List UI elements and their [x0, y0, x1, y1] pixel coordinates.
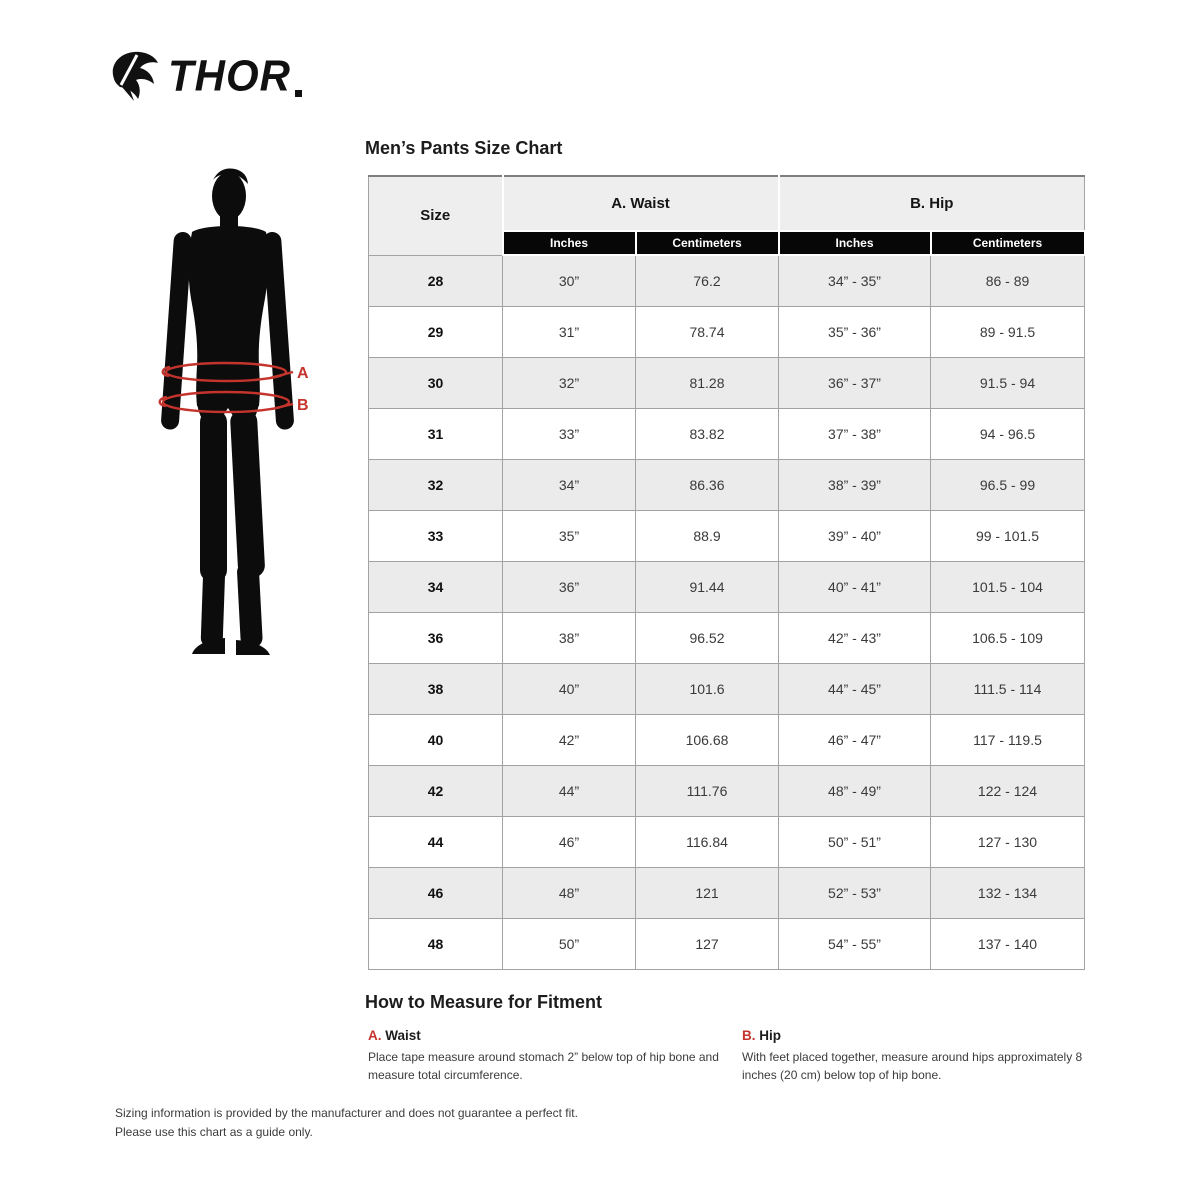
waist-centimeters-cell: 121 — [636, 868, 779, 919]
size-cell: 44 — [369, 817, 503, 868]
how-to-waist-title — [368, 1028, 726, 1043]
subheader-hip-inches: Inches — [779, 231, 931, 255]
hip-centimeters-cell: 132 - 134 — [931, 868, 1085, 919]
waist-centimeters-cell: 127 — [636, 919, 779, 970]
size-cell: 36 — [369, 613, 503, 664]
waist-inches-cell: 46” — [503, 817, 636, 868]
size-cell: 42 — [369, 766, 503, 817]
waist-centimeters-cell: 88.9 — [636, 511, 779, 562]
hip-centimeters-cell: 99 - 101.5 — [931, 511, 1085, 562]
disclaimer-line2: Please use this chart as a guide only. — [115, 1124, 313, 1139]
waist-centimeters-cell: 78.74 — [636, 307, 779, 358]
size-cell: 40 — [369, 715, 503, 766]
how-to-hip-title — [742, 1028, 1094, 1043]
male-silhouette-figure — [140, 166, 315, 658]
waist-inches-cell: 31” — [503, 307, 636, 358]
table-row — [369, 664, 1085, 715]
hip-inches-cell: 34” - 35” — [779, 255, 931, 307]
size-cell: 34 — [369, 562, 503, 613]
waist-inches-cell: 36” — [503, 562, 636, 613]
size-cell: 48 — [369, 919, 503, 970]
hip-label-b: B — [297, 397, 309, 414]
waist-inches-cell: 35” — [503, 511, 636, 562]
waist-inches-cell: 38” — [503, 613, 636, 664]
waist-key-label: A. — [368, 1028, 382, 1043]
hip-inches-cell: 42” - 43” — [779, 613, 931, 664]
table-row — [369, 409, 1085, 460]
table-row — [369, 307, 1085, 358]
how-to-waist-section — [368, 1028, 726, 1084]
hip-inches-cell: 48” - 49” — [779, 766, 931, 817]
size-cell: 31 — [369, 409, 503, 460]
table-row — [369, 766, 1085, 817]
hip-centimeters-cell: 91.5 - 94 — [931, 358, 1085, 409]
waist-centimeters-cell: 86.36 — [636, 460, 779, 511]
page-title: Men’s Pants Size Chart — [365, 138, 563, 158]
hip-inches-cell: 36” - 37” — [779, 358, 931, 409]
hip-inches-cell: 46” - 47” — [779, 715, 931, 766]
hip-inches-cell: 38” - 39” — [779, 460, 931, 511]
hip-centimeters-cell: 94 - 96.5 — [931, 409, 1085, 460]
hip-name-label: Hip — [759, 1028, 782, 1043]
size-cell: 46 — [369, 868, 503, 919]
size-cell: 29 — [369, 307, 503, 358]
hip-centimeters-cell: 122 - 124 — [931, 766, 1085, 817]
disclaimer — [115, 1104, 578, 1141]
hip-inches-cell: 40” - 41” — [779, 562, 931, 613]
hip-centimeters-cell: 96.5 - 99 — [931, 460, 1085, 511]
hip-inches-cell: 44” - 45” — [779, 664, 931, 715]
table-row — [369, 460, 1085, 511]
column-header-size: Size — [369, 176, 503, 255]
table-row — [369, 562, 1085, 613]
hip-inches-cell: 35” - 36” — [779, 307, 931, 358]
table-row — [369, 613, 1085, 664]
hip-inches-cell: 50” - 51” — [779, 817, 931, 868]
column-header-waist: A. Waist — [503, 176, 779, 231]
size-cell: 30 — [369, 358, 503, 409]
thor-logo-text: THOR — [168, 51, 291, 100]
table-row — [369, 919, 1085, 970]
how-to-hip-section — [742, 1028, 1094, 1084]
waist-centimeters-cell: 83.82 — [636, 409, 779, 460]
waist-centimeters-cell: 111.76 — [636, 766, 779, 817]
how-to-measure-heading: How to Measure for Fitment — [365, 992, 603, 1012]
hip-centimeters-cell: 137 - 140 — [931, 919, 1085, 970]
subheader-waist-inches: Inches — [503, 231, 636, 255]
goat-head-icon — [110, 48, 162, 104]
waist-inches-cell: 34” — [503, 460, 636, 511]
size-cell: 28 — [369, 255, 503, 307]
waist-inches-cell: 30” — [503, 255, 636, 307]
hip-centimeters-cell: 117 - 119.5 — [931, 715, 1085, 766]
table-row — [369, 817, 1085, 868]
hip-centimeters-cell: 101.5 - 104 — [931, 562, 1085, 613]
hip-centimeters-cell: 111.5 - 114 — [931, 664, 1085, 715]
hip-centimeters-cell: 86 - 89 — [931, 255, 1085, 307]
how-to-waist-text: Place tape measure around stomach 2” below top of hip bone and measure total circumference. — [368, 1050, 719, 1082]
table-row — [369, 715, 1085, 766]
hip-centimeters-cell: 89 - 91.5 — [931, 307, 1085, 358]
waist-centimeters-cell: 101.6 — [636, 664, 779, 715]
waist-label-a: A — [297, 365, 309, 382]
disclaimer-line1: Sizing information is provided by the manufacturer and does not guarantee a perfect fit. — [115, 1106, 578, 1120]
hip-centimeters-cell: 106.5 - 109 — [931, 613, 1085, 664]
hip-inches-cell: 52” - 53” — [779, 868, 931, 919]
waist-centimeters-cell: 81.28 — [636, 358, 779, 409]
size-chart-table — [368, 175, 1086, 970]
hip-centimeters-cell: 127 - 130 — [931, 817, 1085, 868]
waist-inches-cell: 40” — [503, 664, 636, 715]
waist-name-label: Waist — [385, 1028, 421, 1043]
hip-inches-cell: 54” - 55” — [779, 919, 931, 970]
table-row — [369, 358, 1085, 409]
waist-inches-cell: 50” — [503, 919, 636, 970]
subheader-waist-centimeters: Centimeters — [636, 231, 779, 255]
table-row — [369, 868, 1085, 919]
subheader-hip-centimeters: Centimeters — [931, 231, 1085, 255]
waist-inches-cell: 44” — [503, 766, 636, 817]
size-cell: 32 — [369, 460, 503, 511]
waist-centimeters-cell: 106.68 — [636, 715, 779, 766]
thor-logo-dot — [295, 90, 302, 97]
waist-inches-cell: 32” — [503, 358, 636, 409]
waist-centimeters-cell: 91.44 — [636, 562, 779, 613]
hip-key-label: B. — [742, 1028, 756, 1043]
thor-logo — [110, 48, 302, 104]
hip-inches-cell: 39” - 40” — [779, 511, 931, 562]
waist-centimeters-cell: 116.84 — [636, 817, 779, 868]
table-row — [369, 511, 1085, 562]
waist-inches-cell: 48” — [503, 868, 636, 919]
size-cell: 33 — [369, 511, 503, 562]
column-header-hip: B. Hip — [779, 176, 1085, 231]
waist-centimeters-cell: 96.52 — [636, 613, 779, 664]
waist-centimeters-cell: 76.2 — [636, 255, 779, 307]
waist-inches-cell: 33” — [503, 409, 636, 460]
size-cell: 38 — [369, 664, 503, 715]
how-to-hip-text: With feet placed together, measure around hips approximately 8 inches (20 cm) below top of hip bone. — [742, 1050, 1083, 1082]
table-row — [369, 255, 1085, 307]
hip-inches-cell: 37” - 38” — [779, 409, 931, 460]
waist-inches-cell: 42” — [503, 715, 636, 766]
